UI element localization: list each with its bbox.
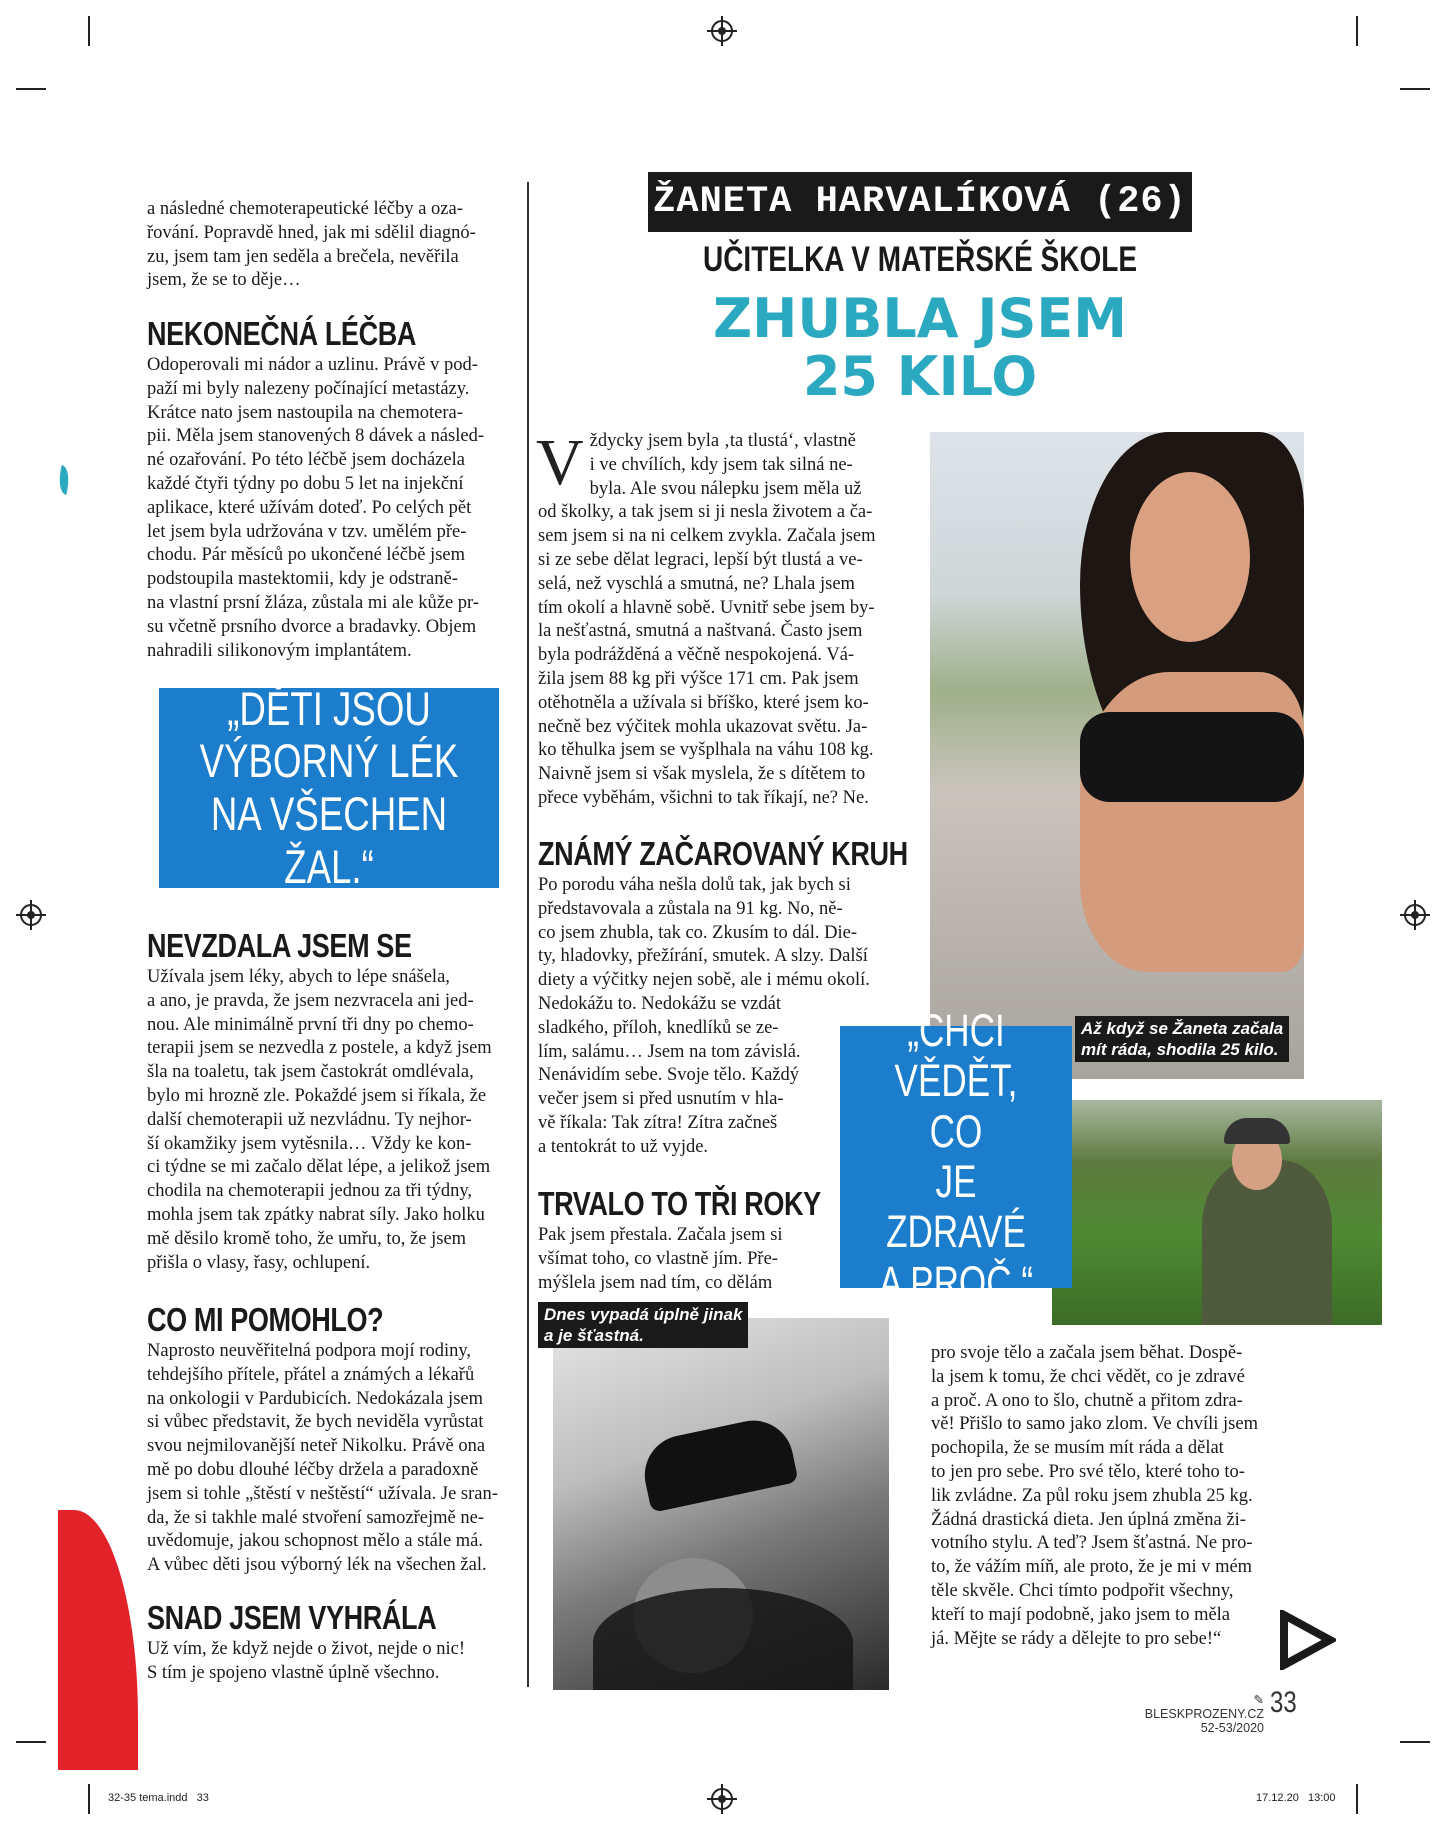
- footer-site-name: BLESKPROZENY.CZ: [1144, 1707, 1264, 1721]
- bw-photo: [553, 1318, 889, 1690]
- teal-leaf-decoration: [55, 465, 74, 495]
- slug-left: 32-35 tema.indd 33: [108, 1792, 209, 1804]
- dropcap: V: [536, 426, 584, 499]
- crop-mark: [16, 88, 46, 90]
- col1-paragraph: Odoperovali mi nádor a uzlinu. Právě v pod- paží mi byly nalezeny počínající metastázy. Krátce nato jsem nastoupila na chemotera- pii. Měla jsem stanovených 8 dávek a násled- né ozařování. Po této léčbě jsem docházela každé čtyři týdny po dobu 5 let na injekční aplikace, které užívám doteď. Po celých pět let jsem byla udržována v tzv. umělém pře- chodu. Pár měsíců po ukončené léčbě jsem podstoupila mastektomii, kdy je odstraně- na vlastní prsní žláza, zůstala mi ale kůže pr- su včetně prsního dvorce a bradavky. Objem nahradili silikonovým implantátem.: [147, 355, 485, 661]
- photo-top: [1080, 712, 1304, 802]
- crop-mark: [88, 1784, 90, 1814]
- registration-mark-icon: [1404, 904, 1426, 926]
- bw-photo-figure: [637, 1413, 798, 1513]
- name-bar: [648, 172, 1192, 232]
- bw-photo-hair: [593, 1588, 853, 1690]
- col2-paragraph: Pak jsem přestala. Začala jsem si všímat toho, co vlastně jím. Pře- mýšlela jsem nad tím, co dělám: [538, 1225, 783, 1293]
- crop-mark: [1356, 16, 1358, 46]
- headline-line: 25 KILO: [802, 345, 1038, 408]
- footer-site: [1140, 1693, 1264, 1735]
- col1-paragraph: Už vím, že když nejde o život, nejde o nic! S tím je spojeno vlastně úplně všechno.: [147, 1639, 465, 1683]
- registration-mark-icon: [711, 20, 733, 42]
- crop-mark: [1356, 1784, 1358, 1814]
- person-name: ŽANETA HARVALÍKOVÁ (26): [653, 181, 1187, 223]
- registration-mark-icon: [20, 904, 42, 926]
- pull-quote-line: A PROČ.“: [878, 1256, 1034, 1308]
- photo-caption: Až když se Žaneta začala mít ráda, shodila 25 kilo.: [1075, 1016, 1289, 1062]
- section-heading: SNAD JSEM VYHRÁLA: [147, 1599, 437, 1636]
- photo-cap: [1224, 1118, 1290, 1144]
- color-photo-selfie: [930, 432, 1304, 1079]
- headline-line: ZHUBLA JSEM: [713, 287, 1127, 350]
- color-photo-meadow: [1052, 1100, 1382, 1325]
- crop-mark: [1400, 1741, 1430, 1743]
- photo-caption: Dnes vypadá úplně jinak a je šťastná.: [538, 1302, 748, 1348]
- pull-quote-box: [840, 1004, 1072, 1308]
- page-number: 33: [1270, 1686, 1297, 1719]
- crop-mark: [88, 16, 90, 46]
- col2-paragraph: V ždycky jsem byla ‚ta tlustá‘, vlastně i ve chvílích, kdy jsem tak silná ne- byla. Ale svou nálepku jsem měla už od školky, a tak jsem si ji nesla životem a ča- sem jsem si na ni celkem zvykla. Začala jsem si ze sebe dělat legraci, lepší být tlustá a ve- selá, než vyschlá a smutná, ne? Lhala jsem tím okolí a hlavně sobě. Uvnitř sebe jsem by- la nešťastná, smutná a naštvaná. Často jsem byla podrážděná a věčně nespokojená. Vá- žila jsem 88 kg při výšce 171 cm. Pak jsem otěhotněla a užívala si bříško, které jsem ko- nečně bez výčitek mohla ukazovat světu. Ja- ko těhulka jsem se vyšplhala na váhu 108 kg. Naivně jsem si však myslela, že s dítětem to přece vyběhám, všichni to tak říkají, ne? Ne.: [536, 426, 876, 808]
- section-heading: TRVALO TO TŘI ROKY: [538, 1185, 821, 1222]
- section-heading: NEKONEČNÁ LÉČBA: [147, 315, 416, 352]
- col2-paragraph: Po porodu váha nešla dolů tak, jak bych si představovala a zůstala na 91 kg. No, ně- co jsem zhubla, tak co. Zkusím to dál. Die- ty, hladovky, přežírání, smutek. A slzy. Další diety a výčitky nejen sobě, ale i mému okolí. Nedokážu to. Nedokážu se vzdát sladkého, příloh, knedlíků se ze- lím, salámu… Jsem na tom závislá. Nenávidím sebe. Svoje tělo. Každý večer jsem si před usnutím v hla- vě říkala: Tak zítra! Zítra začneš a tentokrát to už vyjde.: [538, 875, 870, 1157]
- pull-quote-line: JE ZDRAVÉ: [886, 1156, 1026, 1258]
- col1-intro: a následné chemoterapeutické léčby a oza- řování. Popravdě hned, jak mi sdělil diagnó- zu, jsem tam jen seděla a brečela, nevěřila jsem, že se to děje…: [147, 199, 476, 291]
- pull-quote-line: „CHCI: [907, 1004, 1005, 1056]
- pull-quote-line: VĚDĚT, CO: [894, 1055, 1018, 1157]
- headline: [580, 287, 1260, 408]
- pull-quote-line: NA VŠECHEN ŽAL.“: [210, 787, 448, 893]
- col1-paragraph: Užívala jsem léky, abych to lépe snášela, a ano, je pravda, že jsem nezvracela ani jed- nou. Ale minimálně první tři dny po chemo- terapii jsem se nezvedla z postele, a když jsem šla na toaletu, tak jsem častokrát omdlévala, bylo mi hrozně zle. Pokaždé jsem si říkala, že další chemoterapii už nezvládnu. Ty nejhor- ší okamžiky jsem vytěsnila… Vždy ke kon- ci týdne se mi začalo dělat lépe, a jelikož jsem chodila na chemoterapii jednou za tři týdny, mohla jsem tak zpátky nabrat síly. Jako holku mě děsilo kromě toho, že umřu, to, že jsem přišla o vlasy, řasy, ochlupení.: [147, 967, 492, 1273]
- footer-issue: 52-53/2020: [1200, 1721, 1264, 1735]
- pull-quote-box: [159, 681, 499, 893]
- red-shape-decoration: [58, 1510, 138, 1770]
- crop-mark: [1400, 88, 1430, 90]
- registration-mark-icon: [711, 1788, 733, 1810]
- col3-paragraph: pro svoje tělo a začala jsem běhat. Dospě- la jsem k tomu, že chci vědět, co je zdravé a proč. A ono to šlo, chutně a přitom zdra- vě! Přišlo to samo jako zlom. Ve chvíli jsem pochopila, že se musím mít ráda a dělat to jen pro sebe. Pro své tělo, které toho to- lik zvládne. Za půl roku jsem zhubla 25 kg. Žádná drastická dieta. Jen úplná změna ži- votního stylu. A teď? Jsem šťastná. Ne pro- to, že vážím míň, ale proto, že je mi v mém těle skvěle. Chci tímto podpořit všechny, kteří to mají podobně, jako jsem to měla já. Mějte se rády a dělejte to pro sebe!“: [931, 1343, 1258, 1649]
- col1-paragraph: Naprosto neuvěřitelná podpora mojí rodiny, tehdejšího přítele, přátel a známých a lékařů na onkologii v Pardubicích. Nedokázala jsem si vůbec představit, že bych neviděla vyrůstat svou nejmilovanější neteř Nikolku. Právě ona mě po dobu dlouhé léčby držela a paradoxně jsem si tohle „štěstí v neštěstí“ užívala. Je sran- da, že si takhle malé stvoření samozřejmě ne- uvědomuje, jakou schopnost mělo a stále má. A vůbec děti jsou výborný lék na všechen žal.: [147, 1341, 498, 1576]
- column-divider: [527, 182, 529, 1687]
- crop-mark: [16, 1741, 46, 1743]
- photo-face: [1130, 472, 1250, 642]
- section-heading: CO MI POMOHLO?: [147, 1301, 384, 1338]
- occupation-subtitle: UČITELKA V MATEŘSKÉ ŠKOLE: [702, 240, 1138, 279]
- pull-quote-line: VÝBORNÝ LÉK: [199, 734, 459, 788]
- pen-icon: ✎: [1253, 1693, 1264, 1707]
- section-heading: ZNÁMÝ ZAČAROVANÝ KRUH: [538, 835, 908, 872]
- section-heading: NEVZDALA JSEM SE: [147, 927, 412, 964]
- pull-quote-line: „DĚTI JSOU: [227, 681, 431, 735]
- play-arrow-icon: [1278, 1610, 1336, 1670]
- slug-right: 17.12.20 13:00: [1256, 1792, 1336, 1804]
